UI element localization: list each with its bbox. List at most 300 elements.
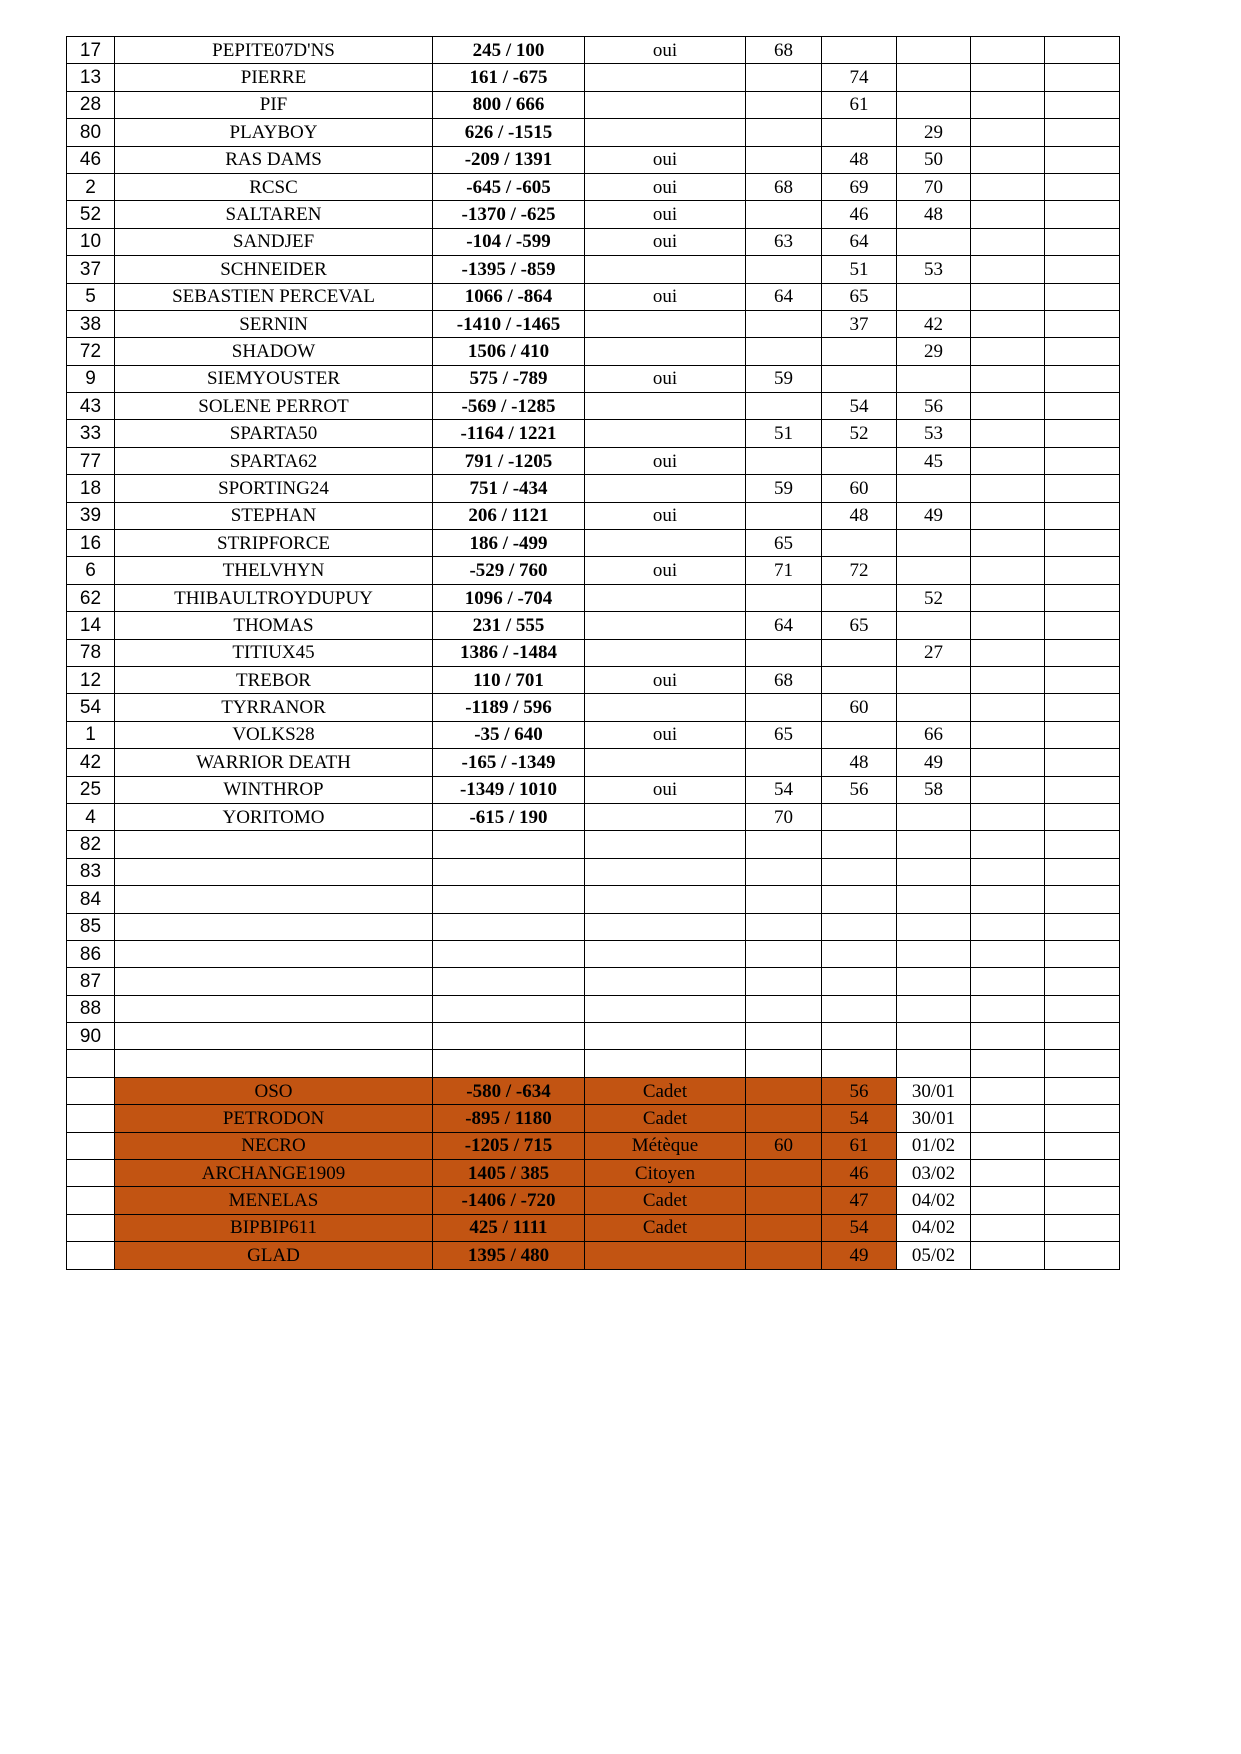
- cell-extra-1: [971, 913, 1045, 940]
- cell-extra-2: [1045, 1077, 1120, 1104]
- cell-score-3: [897, 913, 971, 940]
- player-row: [67, 694, 1120, 721]
- cell-score-1: [746, 119, 822, 146]
- cell-status: Cadet: [585, 1077, 746, 1104]
- cell-coordinates: 1096 / -704: [433, 584, 585, 611]
- cell-row-number: 13: [67, 64, 115, 91]
- cell-status: oui: [585, 776, 746, 803]
- player-row: [67, 146, 1120, 173]
- cell-player-name: SPARTA62: [115, 447, 433, 474]
- cell-row-number: 52: [67, 201, 115, 228]
- cell-row-number: 1: [67, 721, 115, 748]
- cell-score-2: 64: [822, 228, 897, 255]
- cell-extra-2: [1045, 584, 1120, 611]
- cell-extra-1: [971, 201, 1045, 228]
- cell-coordinates: 1066 / -864: [433, 283, 585, 310]
- cell-status: [585, 1050, 746, 1077]
- cell-status: [585, 1023, 746, 1050]
- cell-extra-1: [971, 228, 1045, 255]
- cell-score-1: [746, 913, 822, 940]
- cell-score-2: [822, 940, 897, 967]
- cell-score-1: 64: [746, 612, 822, 639]
- cell-row-number: 62: [67, 584, 115, 611]
- cell-row-number: 88: [67, 995, 115, 1022]
- cell-extra-1: [971, 1214, 1045, 1241]
- cell-row-number: 42: [67, 749, 115, 776]
- cell-score-3: 56: [897, 393, 971, 420]
- cell-coordinates: [433, 831, 585, 858]
- cell-score-1: [746, 91, 822, 118]
- separator-row: [67, 1050, 1120, 1077]
- cell-player-name: NECRO: [115, 1132, 433, 1159]
- highlighted-player-row: [67, 1187, 1120, 1214]
- cell-extra-2: [1045, 146, 1120, 173]
- cell-row-number: [67, 1077, 115, 1104]
- cell-extra-2: [1045, 1187, 1120, 1214]
- cell-extra-1: [971, 283, 1045, 310]
- cell-score-1: [746, 584, 822, 611]
- cell-extra-2: [1045, 530, 1120, 557]
- cell-coordinates: 245 / 100: [433, 37, 585, 64]
- cell-player-name: [115, 886, 433, 913]
- cell-extra-1: [971, 475, 1045, 502]
- cell-status: oui: [585, 173, 746, 200]
- player-row: [67, 338, 1120, 365]
- cell-coordinates: -895 / 1180: [433, 1105, 585, 1132]
- cell-player-name: [115, 1023, 433, 1050]
- cell-row-number: [67, 1105, 115, 1132]
- cell-extra-2: [1045, 612, 1120, 639]
- cell-extra-1: [971, 776, 1045, 803]
- cell-row-number: 14: [67, 612, 115, 639]
- cell-coordinates: [433, 858, 585, 885]
- cell-score-3: 29: [897, 119, 971, 146]
- cell-status: oui: [585, 37, 746, 64]
- cell-coordinates: 1395 / 480: [433, 1242, 585, 1269]
- cell-row-number: 46: [67, 146, 115, 173]
- cell-score-3: [897, 91, 971, 118]
- cell-score-2: 48: [822, 502, 897, 529]
- cell-status: oui: [585, 201, 746, 228]
- cell-row-number: 5: [67, 283, 115, 310]
- cell-status: [585, 694, 746, 721]
- cell-status: oui: [585, 557, 746, 584]
- cell-score-1: [746, 256, 822, 283]
- cell-coordinates: 1386 / -1484: [433, 639, 585, 666]
- cell-extra-1: [971, 119, 1045, 146]
- cell-extra-2: [1045, 557, 1120, 584]
- cell-score-1: 68: [746, 666, 822, 693]
- cell-score-2: [822, 968, 897, 995]
- cell-score-3: 45: [897, 447, 971, 474]
- cell-coordinates: -35 / 640: [433, 721, 585, 748]
- cell-status: [585, 91, 746, 118]
- cell-player-name: SPORTING24: [115, 475, 433, 502]
- cell-score-2: [822, 37, 897, 64]
- cell-score-1: 65: [746, 721, 822, 748]
- cell-score-2: 46: [822, 201, 897, 228]
- cell-score-2: 65: [822, 283, 897, 310]
- cell-row-number: 9: [67, 365, 115, 392]
- cell-score-3: 49: [897, 502, 971, 529]
- cell-row-number: 6: [67, 557, 115, 584]
- cell-score-1: [746, 1050, 822, 1077]
- cell-score-1: 65: [746, 530, 822, 557]
- cell-status: [585, 886, 746, 913]
- player-row: [67, 721, 1120, 748]
- player-row: [67, 228, 1120, 255]
- highlighted-player-row: [67, 1214, 1120, 1241]
- cell-extra-1: [971, 173, 1045, 200]
- cell-score-2: [822, 803, 897, 830]
- cell-score-3: 04/02: [897, 1187, 971, 1214]
- cell-status: [585, 338, 746, 365]
- cell-score-3: 05/02: [897, 1242, 971, 1269]
- player-row: [67, 530, 1120, 557]
- cell-row-number: 16: [67, 530, 115, 557]
- cell-coordinates: 1506 / 410: [433, 338, 585, 365]
- cell-coordinates: 791 / -1205: [433, 447, 585, 474]
- cell-score-3: [897, 530, 971, 557]
- cell-score-2: 49: [822, 1242, 897, 1269]
- cell-row-number: 43: [67, 393, 115, 420]
- cell-score-1: [746, 1023, 822, 1050]
- cell-row-number: 86: [67, 940, 115, 967]
- cell-extra-1: [971, 1023, 1045, 1050]
- cell-player-name: THELVHYN: [115, 557, 433, 584]
- cell-status: [585, 64, 746, 91]
- cell-player-name: PEPITE07D'NS: [115, 37, 433, 64]
- cell-status: [585, 831, 746, 858]
- cell-player-name: PIF: [115, 91, 433, 118]
- cell-extra-2: [1045, 447, 1120, 474]
- cell-score-1: [746, 310, 822, 337]
- cell-extra-1: [971, 1105, 1045, 1132]
- player-row: [67, 283, 1120, 310]
- cell-score-3: 66: [897, 721, 971, 748]
- cell-score-3: [897, 365, 971, 392]
- cell-extra-2: [1045, 666, 1120, 693]
- cell-status: [585, 530, 746, 557]
- cell-extra-1: [971, 666, 1045, 693]
- cell-player-name: GLAD: [115, 1242, 433, 1269]
- cell-player-name: [115, 1050, 433, 1077]
- cell-score-1: [746, 502, 822, 529]
- cell-score-2: [822, 913, 897, 940]
- cell-player-name: RCSC: [115, 173, 433, 200]
- cell-status: [585, 393, 746, 420]
- cell-score-3: [897, 1050, 971, 1077]
- cell-score-1: 68: [746, 37, 822, 64]
- cell-extra-1: [971, 530, 1045, 557]
- cell-score-3: 42: [897, 310, 971, 337]
- cell-coordinates: 110 / 701: [433, 666, 585, 693]
- cell-score-3: [897, 1023, 971, 1050]
- cell-score-3: 52: [897, 584, 971, 611]
- cell-score-2: 46: [822, 1160, 897, 1187]
- cell-row-number: [67, 1187, 115, 1214]
- cell-score-2: [822, 338, 897, 365]
- cell-score-1: [746, 64, 822, 91]
- cell-score-2: 54: [822, 1214, 897, 1241]
- player-row: [67, 612, 1120, 639]
- cell-coordinates: -645 / -605: [433, 173, 585, 200]
- cell-score-2: 48: [822, 749, 897, 776]
- cell-score-3: [897, 557, 971, 584]
- cell-score-2: [822, 530, 897, 557]
- cell-score-3: 50: [897, 146, 971, 173]
- cell-score-1: [746, 201, 822, 228]
- cell-coordinates: [433, 968, 585, 995]
- cell-coordinates: [433, 886, 585, 913]
- cell-status: Métèque: [585, 1132, 746, 1159]
- cell-score-2: [822, 721, 897, 748]
- player-row: [67, 557, 1120, 584]
- cell-row-number: [67, 1214, 115, 1241]
- cell-player-name: VOLKS28: [115, 721, 433, 748]
- cell-extra-2: [1045, 749, 1120, 776]
- cell-extra-2: [1045, 228, 1120, 255]
- cell-extra-2: [1045, 393, 1120, 420]
- cell-coordinates: -209 / 1391: [433, 146, 585, 173]
- cell-coordinates: 575 / -789: [433, 365, 585, 392]
- cell-player-name: PIERRE: [115, 64, 433, 91]
- cell-extra-2: [1045, 91, 1120, 118]
- cell-status: [585, 968, 746, 995]
- cell-status: [585, 940, 746, 967]
- cell-extra-2: [1045, 721, 1120, 748]
- cell-score-1: [746, 858, 822, 885]
- cell-score-1: [746, 968, 822, 995]
- cell-score-1: [746, 146, 822, 173]
- player-row: [67, 64, 1120, 91]
- cell-score-1: [746, 940, 822, 967]
- empty-row: [67, 968, 1120, 995]
- cell-extra-1: [971, 365, 1045, 392]
- cell-extra-1: [971, 584, 1045, 611]
- cell-score-2: 37: [822, 310, 897, 337]
- cell-extra-2: [1045, 1132, 1120, 1159]
- highlighted-player-row: [67, 1077, 1120, 1104]
- cell-score-3: 58: [897, 776, 971, 803]
- cell-score-2: [822, 1050, 897, 1077]
- player-row: [67, 201, 1120, 228]
- cell-extra-1: [971, 338, 1045, 365]
- cell-score-3: 29: [897, 338, 971, 365]
- cell-coordinates: 626 / -1515: [433, 119, 585, 146]
- cell-extra-2: [1045, 886, 1120, 913]
- cell-extra-1: [971, 64, 1045, 91]
- cell-row-number: 33: [67, 420, 115, 447]
- cell-extra-1: [971, 420, 1045, 447]
- cell-coordinates: -1164 / 1221: [433, 420, 585, 447]
- cell-row-number: 87: [67, 968, 115, 995]
- cell-status: Cadet: [585, 1105, 746, 1132]
- cell-extra-2: [1045, 1242, 1120, 1269]
- player-row: [67, 666, 1120, 693]
- cell-status: oui: [585, 228, 746, 255]
- cell-player-name: SEBASTIEN PERCEVAL: [115, 283, 433, 310]
- cell-extra-2: [1045, 968, 1120, 995]
- cell-player-name: OSO: [115, 1077, 433, 1104]
- cell-row-number: 10: [67, 228, 115, 255]
- cell-score-3: [897, 228, 971, 255]
- cell-extra-2: [1045, 119, 1120, 146]
- cell-extra-2: [1045, 475, 1120, 502]
- cell-row-number: 83: [67, 858, 115, 885]
- cell-extra-2: [1045, 256, 1120, 283]
- cell-row-number: [67, 1132, 115, 1159]
- cell-row-number: 18: [67, 475, 115, 502]
- cell-extra-1: [971, 1050, 1045, 1077]
- highlighted-player-row: [67, 1242, 1120, 1269]
- cell-player-name: [115, 995, 433, 1022]
- cell-score-2: [822, 639, 897, 666]
- cell-coordinates: 161 / -675: [433, 64, 585, 91]
- cell-extra-2: [1045, 1105, 1120, 1132]
- players-table: [66, 36, 1120, 1270]
- cell-score-1: [746, 886, 822, 913]
- cell-player-name: SHADOW: [115, 338, 433, 365]
- cell-extra-1: [971, 1242, 1045, 1269]
- cell-player-name: SALTAREN: [115, 201, 433, 228]
- cell-player-name: BIPBIP611: [115, 1214, 433, 1241]
- cell-row-number: [67, 1160, 115, 1187]
- cell-coordinates: [433, 1050, 585, 1077]
- cell-extra-1: [971, 1132, 1045, 1159]
- cell-score-1: 54: [746, 776, 822, 803]
- highlighted-player-row: [67, 1132, 1120, 1159]
- cell-player-name: STRIPFORCE: [115, 530, 433, 557]
- cell-score-2: 72: [822, 557, 897, 584]
- cell-extra-2: [1045, 995, 1120, 1022]
- cell-extra-2: [1045, 365, 1120, 392]
- cell-row-number: 2: [67, 173, 115, 200]
- player-row: [67, 749, 1120, 776]
- cell-extra-1: [971, 393, 1045, 420]
- cell-score-1: [746, 639, 822, 666]
- cell-status: oui: [585, 283, 746, 310]
- cell-extra-1: [971, 557, 1045, 584]
- cell-row-number: 17: [67, 37, 115, 64]
- cell-coordinates: [433, 913, 585, 940]
- cell-extra-2: [1045, 1214, 1120, 1241]
- cell-player-name: TREBOR: [115, 666, 433, 693]
- cell-score-1: 71: [746, 557, 822, 584]
- cell-score-1: 60: [746, 1132, 822, 1159]
- cell-extra-2: [1045, 694, 1120, 721]
- player-row: [67, 475, 1120, 502]
- empty-row: [67, 858, 1120, 885]
- cell-score-1: [746, 749, 822, 776]
- cell-score-1: 59: [746, 365, 822, 392]
- cell-extra-2: [1045, 310, 1120, 337]
- cell-row-number: 37: [67, 256, 115, 283]
- cell-extra-2: [1045, 940, 1120, 967]
- cell-score-1: [746, 831, 822, 858]
- cell-row-number: 25: [67, 776, 115, 803]
- cell-row-number: 84: [67, 886, 115, 913]
- cell-score-2: 52: [822, 420, 897, 447]
- cell-extra-2: [1045, 173, 1120, 200]
- cell-extra-1: [971, 447, 1045, 474]
- cell-score-3: [897, 803, 971, 830]
- cell-player-name: RAS DAMS: [115, 146, 433, 173]
- cell-row-number: 78: [67, 639, 115, 666]
- cell-coordinates: 425 / 1111: [433, 1214, 585, 1241]
- cell-score-1: 64: [746, 283, 822, 310]
- cell-score-2: [822, 447, 897, 474]
- cell-score-3: 53: [897, 420, 971, 447]
- cell-status: oui: [585, 666, 746, 693]
- player-row: [67, 639, 1120, 666]
- cell-score-1: [746, 1187, 822, 1214]
- cell-extra-1: [971, 968, 1045, 995]
- cell-coordinates: -104 / -599: [433, 228, 585, 255]
- cell-status: Citoyen: [585, 1160, 746, 1187]
- cell-status: oui: [585, 447, 746, 474]
- cell-player-name: SIEMYOUSTER: [115, 365, 433, 392]
- cell-score-3: [897, 858, 971, 885]
- cell-row-number: 54: [67, 694, 115, 721]
- cell-row-number: [67, 1050, 115, 1077]
- cell-score-2: 48: [822, 146, 897, 173]
- cell-score-1: 51: [746, 420, 822, 447]
- cell-extra-2: [1045, 502, 1120, 529]
- cell-player-name: STEPHAN: [115, 502, 433, 529]
- cell-score-2: 56: [822, 776, 897, 803]
- cell-coordinates: -1370 / -625: [433, 201, 585, 228]
- cell-player-name: SOLENE PERROT: [115, 393, 433, 420]
- cell-score-3: [897, 694, 971, 721]
- cell-extra-2: [1045, 913, 1120, 940]
- cell-status: [585, 310, 746, 337]
- cell-score-2: 60: [822, 475, 897, 502]
- player-row: [67, 256, 1120, 283]
- cell-status: oui: [585, 502, 746, 529]
- empty-row: [67, 940, 1120, 967]
- cell-score-3: 27: [897, 639, 971, 666]
- cell-score-3: [897, 666, 971, 693]
- cell-score-1: 68: [746, 173, 822, 200]
- cell-extra-2: [1045, 639, 1120, 666]
- cell-status: [585, 749, 746, 776]
- cell-extra-2: [1045, 1160, 1120, 1187]
- cell-status: oui: [585, 146, 746, 173]
- cell-status: Cadet: [585, 1187, 746, 1214]
- cell-extra-1: [971, 940, 1045, 967]
- cell-score-1: 63: [746, 228, 822, 255]
- player-row: [67, 420, 1120, 447]
- cell-score-2: 74: [822, 64, 897, 91]
- cell-player-name: PETRODON: [115, 1105, 433, 1132]
- cell-extra-2: [1045, 1050, 1120, 1077]
- empty-row: [67, 1023, 1120, 1050]
- cell-extra-1: [971, 803, 1045, 830]
- cell-player-name: [115, 968, 433, 995]
- cell-score-2: 54: [822, 393, 897, 420]
- cell-status: [585, 995, 746, 1022]
- cell-coordinates: -529 / 760: [433, 557, 585, 584]
- cell-coordinates: -1349 / 1010: [433, 776, 585, 803]
- cell-extra-1: [971, 1187, 1045, 1214]
- cell-score-1: [746, 1077, 822, 1104]
- cell-extra-2: [1045, 831, 1120, 858]
- cell-player-name: PLAYBOY: [115, 119, 433, 146]
- cell-extra-1: [971, 91, 1045, 118]
- cell-row-number: [67, 1242, 115, 1269]
- cell-coordinates: -1410 / -1465: [433, 310, 585, 337]
